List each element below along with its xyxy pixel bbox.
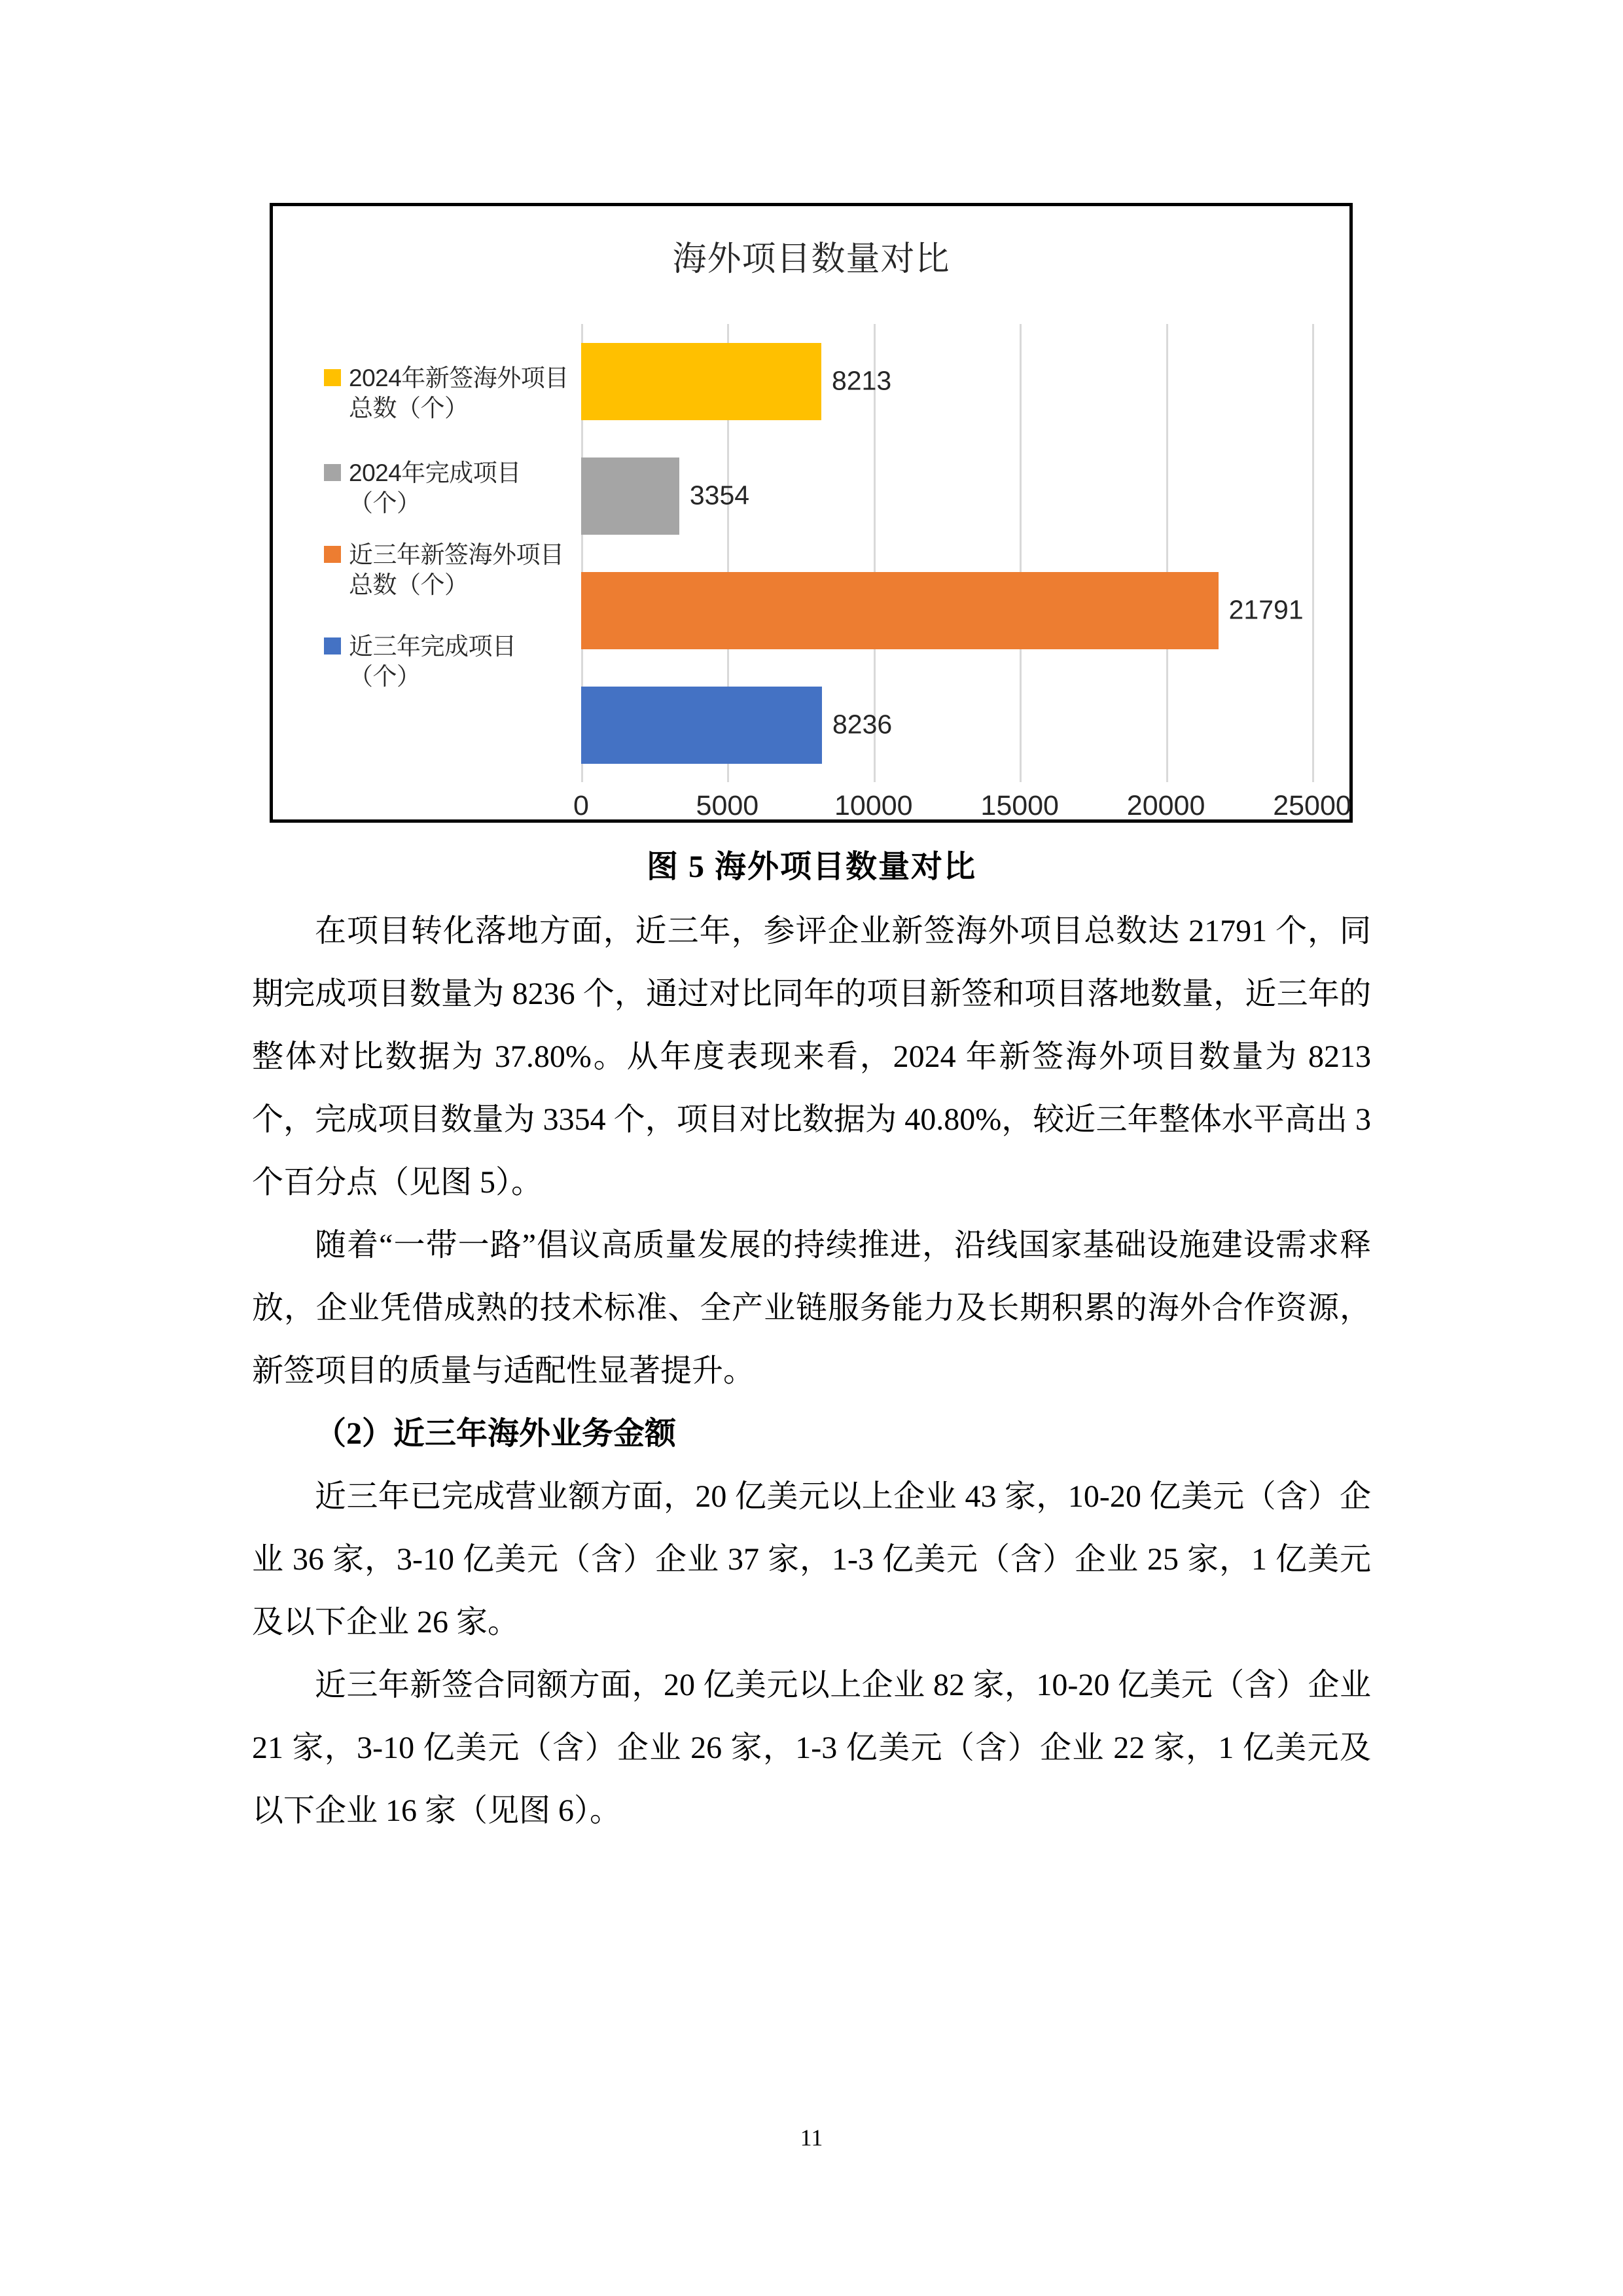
legend-color-swatch xyxy=(324,464,341,481)
chart-bar-row xyxy=(581,687,1312,764)
chart-x-tick-label: 10000 xyxy=(834,790,913,821)
chart-bar-row xyxy=(581,572,1312,649)
section-heading-overseas-amount: （2）近三年海外业务金额 xyxy=(315,1416,677,1451)
chart-bar-value-label: 8213 xyxy=(831,365,892,396)
chart-bar-row xyxy=(581,457,1312,535)
chart-legend xyxy=(324,324,574,782)
chart-bar xyxy=(581,343,821,420)
chart-bar xyxy=(581,572,1219,649)
chart-plot-area xyxy=(581,324,1312,782)
chart-x-axis xyxy=(573,790,1351,829)
chart-x-tick-label: 5000 xyxy=(696,790,759,821)
chart-x-tick-label: 25000 xyxy=(1273,790,1351,821)
paragraph-project-conversion: 在项目转化落地方面，近三年，参评企业新签海外项目总数达 21791 个，同期完成项目数量为 8236 个，通过对比同年的项目新签和项目落地数量，近三年的整体对比数据为 37.80%。从年度表现来看，2024 年新签海外项目数量为 8213 个，完成项目数量为 3354 个，项目对比数据为 40.80%，较近三年整体水平高出 3 个百分点（见图 5）。 xyxy=(252,914,1371,1200)
chart-bar-row xyxy=(581,343,1312,420)
legend-item-label: 2024年新签海外项目总数（个） xyxy=(349,365,569,422)
legend-color-swatch xyxy=(324,369,341,386)
legend-item-3yr-completed xyxy=(324,632,574,692)
legend-color-swatch xyxy=(324,637,341,655)
legend-item-2024-completed xyxy=(324,458,574,518)
chart-bar-value-label: 21791 xyxy=(1228,594,1304,625)
legend-item-3yr-new-signed xyxy=(324,540,574,600)
chart-x-tick-label: 20000 xyxy=(1126,790,1205,821)
chart-bar-value-label: 3354 xyxy=(689,480,750,511)
chart-bar xyxy=(581,687,822,764)
paragraph-completed-revenue: 近三年已完成营业额方面，20 亿美元以上企业 43 家，10-20 亿美元（含）企业 36 家，3-10 亿美元（含）企业 37 家，1-3 亿美元（含）企业 25 家，1 亿美元及以下企业 26 家。 xyxy=(252,1479,1371,1640)
chart-title: 海外项目数量对比 xyxy=(672,240,950,278)
chart-bar xyxy=(581,457,679,535)
legend-item-2024-new-signed xyxy=(324,363,574,423)
chart-x-tick-label: 0 xyxy=(573,790,589,821)
body-text xyxy=(252,900,1371,1842)
chart-bar-value-label: 8236 xyxy=(832,709,893,740)
chart-bars xyxy=(581,324,1312,782)
legend-item-label: 近三年新签海外项目总数（个） xyxy=(349,541,564,598)
legend-item-label: 近三年完成项目（个） xyxy=(349,633,516,690)
paragraph-belt-and-road: 随着“一带一路”倡议高质量发展的持续推进，沿线国家基础设施建设需求释放，企业凭借成熟的技术标准、全产业链服务能力及长期积累的海外合作资源，新签项目的质量与适配性显著提升。 xyxy=(252,1228,1371,1388)
chart-gridline xyxy=(1312,324,1314,782)
legend-item-label: 2024年完成项目（个） xyxy=(349,459,521,516)
figure-caption: 图 5 海外项目数量对比 xyxy=(646,850,976,884)
page-number: 11 xyxy=(800,2125,823,2151)
chart-figure xyxy=(270,203,1353,823)
paragraph-new-contract-amount: 近三年新签合同额方面，20 亿美元以上企业 82 家，10-20 亿美元（含）企业 21 家，3-10 亿美元（含）企业 26 家，1-3 亿美元（含）企业 22 家，1 亿美元及以下企业 16 家（见图 6）。 xyxy=(252,1668,1371,1828)
legend-color-swatch xyxy=(324,546,341,563)
chart-x-tick-label: 15000 xyxy=(980,790,1059,821)
